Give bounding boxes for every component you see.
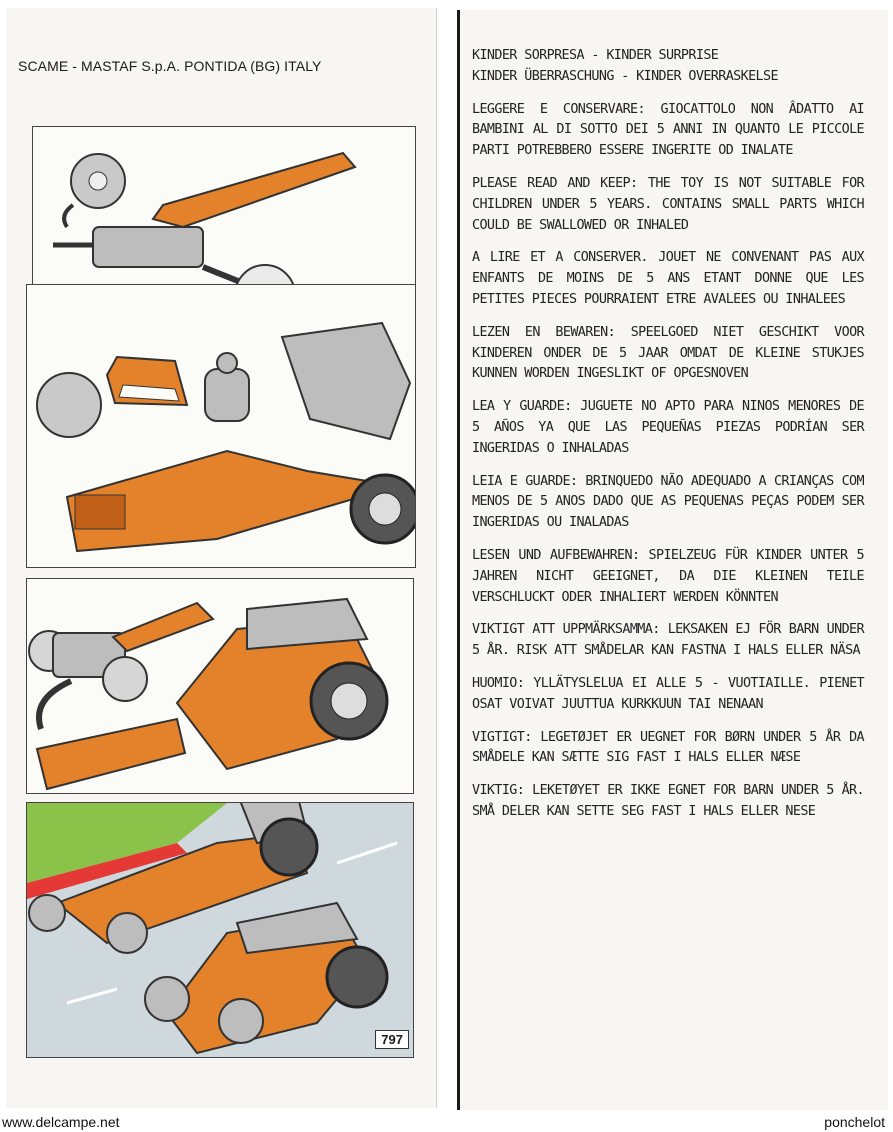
warning-finnish: HUOMIO: YLLÄTYSLELUA EI ALLE 5 - VUOTIAILLE. PIENET OSAT VOIVAT JUUTTUA KURKKUUN TAI NENAAN: [472, 675, 864, 712]
warning-swedish: VIKTIGT ATT UPPMÄRKSAMMA: LEKSAKEN EJ FÖR BARN UNDER 5 ÅR. RISK ATT SMÅDELAR KAN FASTNA I HALS ELLER NÄSA: [472, 622, 864, 659]
warning-text-column: [472, 46, 864, 823]
warning-danish: VIGTIGT: LEGETØJET ER UEGNET FOR BØRN UNDER 5 ÅR DA SMÅDELE KAN SÆTTE SIG FAST I HALS ELLER NÆSE: [472, 729, 864, 766]
finished-model-illustration: [27, 803, 413, 1057]
assembly-step-1-panel: [32, 126, 416, 300]
model-number-badge: 797: [375, 1030, 409, 1049]
warning-french: A LIRE ET A CONSERVER. JOUET NE CONVENANT PAS AUX ENFANTS DE MOINS DE 5 ANS ETANT DONNE QUE LES PETITES PIECES POURRAIENT ETRE AVALEES OU INHALEES: [472, 250, 864, 307]
warning-german: LESEN UND AUFBEWAHREN: SPIELZEUG FÜR KINDER UNTER 5 JAHREN NICHT GEEIGNET, DA DIE KLEINEN TEILE VERSCHLUCKT ODER INHALIERT WERDEN KÖNNTEN: [472, 547, 864, 605]
warning-italian: LEGGERE E CONSERVARE: GIOCATTOLO NON ÂDATTO AI BAMBINI AL DI SOTTO DEI 5 ANNI IN QUANTO LE PICCOLE PARTI POTREBBERO ESSERE INGERITE OD INALATE: [472, 101, 864, 159]
step-3-illustration: [27, 579, 413, 793]
warning-norwegian: VIKTIG: LEKETØYET ER IKKE EGNET FOR BARN UNDER 5 ÅR. SMÅ DELER KAN SETTE SEG FAST I HALS ELLER NESE: [472, 783, 864, 819]
watermark-site: www.delcampe.net: [2, 1114, 120, 1130]
warning-spanish: LEA Y GUARDE: JUGUETE NO APTO PARA NINOS MENORES DE 5 AÑOS YA QUE LAS PEQUEÑAS PIEZAS PODRÍAN SER INGERIDAS O INHALADAS: [472, 399, 864, 456]
assembly-step-3-panel: [26, 578, 414, 794]
step-2-illustration: [27, 285, 415, 567]
watermark-seller: ponchelot: [824, 1114, 885, 1130]
manufacturer-line: SCAME - MASTAF S.p.A. PONTIDA (BG) ITALY: [18, 58, 322, 74]
assembly-step-2-panel: [26, 284, 416, 568]
title-line-1: KINDER SORPRESA - KINDER SURPRISE: [472, 48, 719, 63]
warning-english: PLEASE READ AND KEEP: THE TOY IS NOT SUITABLE FOR CHILDREN UNDER 5 YEARS. CONTAINS SMALL PARTS WHICH COULD BE SWALLOWED OR INHALED: [472, 175, 864, 233]
warning-dutch: LEZEN EN BEWAREN: SPEELGOED NIET GESCHIKT VOOR KINDEREN ONDER DE 5 JAAR OMDAT DE KLEINE STUKJES KUNNEN WORDEN INGESLIKT OF OPGESNOVEN: [472, 324, 864, 382]
title-line-2: KINDER ÜBERRASCHUNG - KINDER OVERRASKELSE: [472, 68, 778, 84]
warning-portuguese: LEIA E GUARDE: BRINQUEDO NÃO ADEQUADO A CRIANÇAS COM MENOS DE 5 ANOS DADO QUE AS PEQUENAS PEÇAS PODEM SER INGERIDAS OU INALADAS: [472, 473, 864, 531]
finished-model-panel: [26, 802, 414, 1058]
step-1-illustration: [33, 127, 415, 299]
